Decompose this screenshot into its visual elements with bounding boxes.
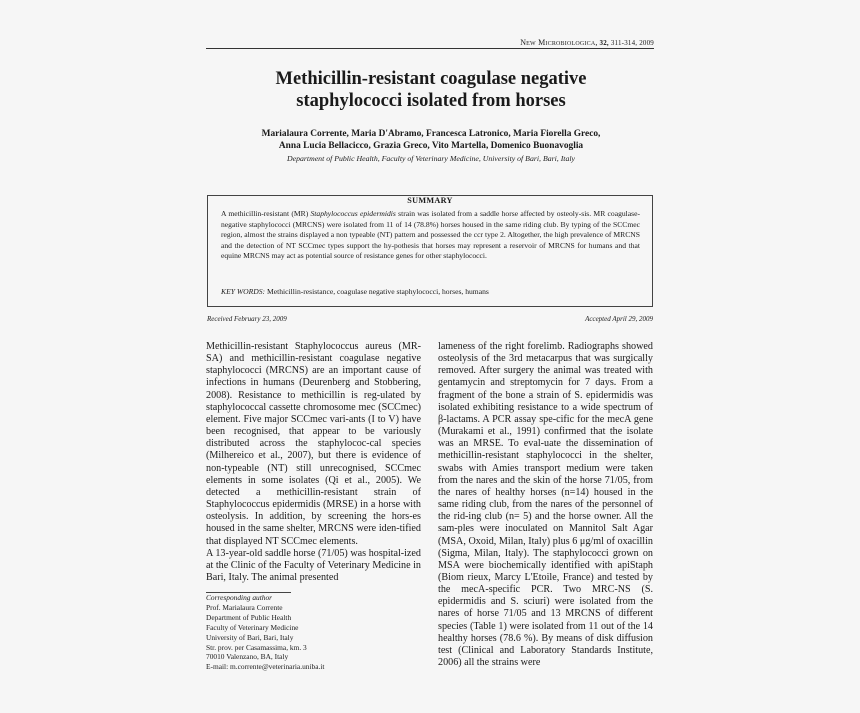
corresponding-author-footnote xyxy=(206,593,421,672)
author-list xyxy=(206,128,656,153)
abstract-text: A methicillin-resistant (MR) xyxy=(221,209,311,218)
footnote-line: Str. prov. per Casamassima, km. 3 xyxy=(206,642,307,652)
received-date: Received February 23, 2009 xyxy=(207,315,287,323)
pages-year: 311-314, 2009 xyxy=(608,39,654,47)
footnote-label: Corresponding author xyxy=(206,593,273,602)
body-paragraph: lameness of the right forelimb. Radiographs showed osteolysis of the 3rd metacarpus that was surgically removed. After surgery the animal was treated with gentamycin and streptomycin for 7 days. From a fragment of the bone a strain of S. epidermidis was isolated exhibiting resistance to a wide spectrum of β-lactams. A PCR assay spe-cific for the mecA gene (Murakami et al., 1991) confirmed that the isolate was an MRSE. To eval-uate the dissemination of methicillin-resistant staphylococci in the shelter, swabs with Amies transport medium were taken from the nares and the skin of the horse 71/05, from the nares of healthy horses (n=14) housed in the same riding club, from the nares of the personnel of the rid-ing club (n= 5) and the horse owner. All the sam-ples were inoculated on Mannitol Salt Agar (MSA, Oxoid, Milan, Italy) plus 6 μg/ml of oxacillin (Sigma, Milan, Italy). The staphylococci grown on MSA were biochemically identified with apiStaph (Biom rieux, Marcy L'Etoile, France) and tested by the mecA-specific PCR. Two MRC-NS (S. epidermidis and S. sciuri) were isolated from the nares of horse 71/05 and 13 MRCNS of different species (Table 1) were isolated from 11 out of the 14 healthy horses (78.6 %). By means of disk diffusion test (Clinical and Laboratory Standards Institute, 2006) all the strains were xyxy=(438,341,653,669)
left-column xyxy=(206,341,421,584)
right-column xyxy=(438,341,653,669)
running-head xyxy=(520,38,654,47)
header-rule xyxy=(206,48,654,49)
footnote-email: E-mail: m.corrente@veterinaria.uniba.it xyxy=(206,662,325,672)
keywords xyxy=(221,287,640,298)
accepted-date: Accepted April 29, 2009 xyxy=(585,315,653,323)
footnote-line: Prof. Marialaura Corrente xyxy=(206,602,283,612)
keywords-text: Methicillin-resistance, coagulase negative staphylococci, horses, humans xyxy=(265,287,489,296)
volume-number: 32, xyxy=(599,39,609,47)
footnote-line: 70010 Valenzano, BA, Italy xyxy=(206,652,289,662)
summary-heading xyxy=(208,190,652,208)
keywords-label: KEY WORDS: xyxy=(221,287,266,296)
affiliation: Department of Public Health, Faculty of Veterinary Medicine, University of Bari, Bari, Italy xyxy=(287,154,575,163)
footnote-line: Department of Public Health xyxy=(206,612,292,622)
body-paragraph: A 13-year-old saddle horse (71/05) was hospital-ized at the Clinic of the Faculty of Veterinary Medicine in Bari, Italy. The animal presented xyxy=(206,547,421,583)
summary-box xyxy=(207,195,653,307)
paper-title xyxy=(206,68,656,112)
title-line: staphylococci isolated from horses xyxy=(296,91,566,111)
journal-name: New Microbiologica, xyxy=(520,38,598,47)
authors-line: Anna Lucia Bellacicco, Grazia Greco, Vito Martella, Domenico Buonavoglia xyxy=(278,141,584,152)
footnote-line: Faculty of Veterinary Medicine xyxy=(206,622,299,632)
title-line: Methicillin-resistant coagulase negative xyxy=(275,69,587,89)
body-paragraph: Methicillin-resistant Staphylococcus aureus (MR-SA) and methicillin-resistant coagulase negative staphylococci (MRCNS) are an important cause of infections in humans (Deurenberg and Stobbering, 2008). Resistance to methicillin is reg-ulated by staphylococcal cassette chromosome mec (SCCmec) element. Five major SCCmec vari-ants (I to V) have been recognised, that appear to be variously distributed across the staphylococ-cal species (Milhereico et al., 2007), but there is evidence of non-typeable (NT) still unrecognised, SCCmec elements in some isolates (Qi et al., 2005). We detected a methicillin-resistant strain of Staphylococcus epidermidis (MRSE) in a horse with osteolysis. In addition, by screening the hors-es housed in the same shelter, MRCNS were iden-tified that displayed NT SCCmec elements. xyxy=(206,341,421,547)
footnote-line: University of Bari, Bari, Italy xyxy=(206,632,294,642)
authors-line: Marialaura Corrente, Maria D'Abramo, Francesca Latronico, Maria Fiorella Greco, xyxy=(261,129,601,139)
abstract-text-rest: strain was isolated from a saddle horse affected by osteoly-sis. MR coagulase-negative staphylococci (MRCNS) were isolated from 11 of 14 (78.8%) horses housed in the same riding club. By typing of the SCCmec region, almost the strains displayed a non typeable (NT) pattern and possessed the ccr type 2. Altogether, the high prevalence of MRCNS and the detection of NT SCCmec types support the hy-pothesis that horses may represent a reservoir of MRCNS for humans and that equine MRCNS may act as potential source of resistance genes for other staphylococci. xyxy=(221,209,640,260)
abstract-species: Staphylococcus epidermidis xyxy=(310,209,396,218)
summary-abstract xyxy=(221,209,640,262)
summary-label: SUMMARY xyxy=(401,196,458,205)
